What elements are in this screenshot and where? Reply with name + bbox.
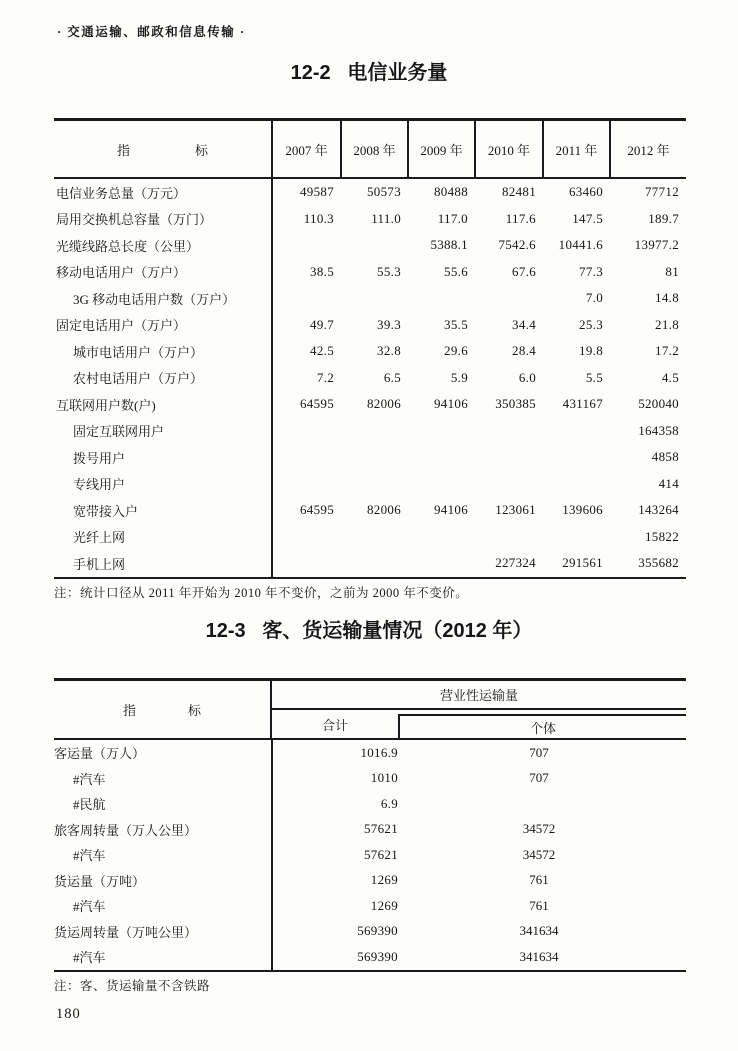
value-cell-2009: 80488 <box>434 184 468 200</box>
indicator-header: 指 标 <box>54 681 272 738</box>
table-row <box>54 206 686 233</box>
value-cell-2012: 15822 <box>645 528 679 544</box>
value-cell-2007: 7.2 <box>316 369 334 385</box>
value-cell-2007: 64595 <box>300 396 334 412</box>
table-row <box>54 893 686 919</box>
total-value-cell: 57621 <box>364 821 398 837</box>
value-cell-2009 <box>408 418 475 445</box>
table-row <box>54 259 686 286</box>
individual-value-cell: 341634 <box>519 923 559 939</box>
indicator-cell: 货运周转量（万吨公里） <box>54 919 272 945</box>
value-cell-2009: 94106 <box>434 396 468 412</box>
value-cell-2011: 77.3 <box>579 263 603 279</box>
table-row <box>54 471 686 498</box>
value-cell-2012: 21.8 <box>655 316 679 332</box>
value-cell-2007 <box>272 524 341 551</box>
indicator-header: 指 标 <box>54 120 272 179</box>
total-column-header: 合计 <box>321 717 348 733</box>
table-row <box>54 524 686 551</box>
indicator-cell: #汽车 <box>54 842 272 868</box>
indicator-cell: 城市电话用户（万户） <box>54 338 272 365</box>
table-row <box>54 178 686 206</box>
table-row <box>54 817 686 843</box>
table1-body <box>54 178 686 578</box>
indicator-cell: 固定电话用户（万户） <box>54 312 272 339</box>
total-value-cell: 1269 <box>370 897 398 913</box>
table2-title: 12-3 客、货运输量情况（2012 年） <box>205 620 533 642</box>
total-value-cell: 57621 <box>364 846 398 862</box>
table-row <box>54 312 686 339</box>
value-cell-2009 <box>408 524 475 551</box>
total-value-cell: 1269 <box>370 872 398 888</box>
value-cell-2008 <box>341 285 408 312</box>
value-cell-2008: 50573 <box>367 184 401 200</box>
value-cell-2008: 82006 <box>367 396 401 412</box>
value-cell-2009: 29.6 <box>444 343 468 359</box>
value-cell-2010: 227324 <box>495 555 536 571</box>
value-cell-2010: 28.4 <box>512 343 536 359</box>
indicator-cell: 固定互联网用户 <box>54 418 272 445</box>
value-cell-2011 <box>543 444 610 471</box>
value-cell-2007: 64595 <box>300 502 334 518</box>
total-value-cell: 569390 <box>357 948 398 964</box>
table-row <box>54 232 686 259</box>
year-header-2009: 2009 年 <box>408 120 475 179</box>
value-cell-2007: 49.7 <box>310 316 334 332</box>
indicator-cell: 客运量（万人） <box>54 740 272 766</box>
year-header-2011: 2011 年 <box>543 120 610 179</box>
value-cell-2007: 38.5 <box>310 263 334 279</box>
indicator-cell: 专线用户 <box>54 471 272 498</box>
indicator-cell: 移动电话用户（万户） <box>54 259 272 286</box>
indicator-cell: 宽带接入户 <box>54 497 272 524</box>
indicator-cell: 互联网用户数(户) <box>54 391 272 418</box>
table-row <box>54 791 686 817</box>
value-cell-2009: 55.6 <box>444 263 468 279</box>
table-row <box>54 418 686 445</box>
value-cell-2012: 14.8 <box>655 290 679 306</box>
value-cell-2010 <box>475 418 543 445</box>
individual-value-cell: 34572 <box>522 821 556 837</box>
table-row <box>54 550 686 578</box>
table-row <box>54 919 686 945</box>
indicator-cell: #汽车 <box>54 893 272 919</box>
value-cell-2009: 117.0 <box>437 210 468 226</box>
table2-header <box>54 678 686 740</box>
indicator-cell: #民航 <box>54 791 272 817</box>
value-cell-2010: 123061 <box>495 502 536 518</box>
value-cell-2011: 10441.6 <box>558 237 603 253</box>
value-cell-2008 <box>341 550 408 578</box>
individual-value-cell: 707 <box>529 744 549 760</box>
value-cell-2010: 34.4 <box>512 316 536 332</box>
individual-value-cell: 707 <box>529 770 549 786</box>
value-cell-2012: 164358 <box>638 422 679 438</box>
indicator-cell: 货运量（万吨） <box>54 868 272 894</box>
value-cell-2008 <box>341 418 408 445</box>
indicator-cell: 局用交换机总容量（万门） <box>54 206 272 233</box>
table1-section <box>54 118 686 601</box>
indicator-cell: 农村电话用户（万户） <box>54 365 272 392</box>
value-cell-2012: 77712 <box>645 184 679 200</box>
value-cell-2010: 7542.6 <box>498 237 536 253</box>
value-cell-2008: 55.3 <box>377 263 401 279</box>
value-cell-2010 <box>475 471 543 498</box>
value-cell-2010: 82481 <box>502 184 536 200</box>
value-cell-2007 <box>272 444 341 471</box>
value-cell-2008 <box>341 232 408 259</box>
value-cell-2011 <box>543 418 610 445</box>
indicator-cell: 光缆线路总长度（公里） <box>54 232 272 259</box>
value-cell-2009 <box>408 285 475 312</box>
value-cell-2009 <box>408 444 475 471</box>
indicator-cell: 电信业务总量（万元） <box>54 178 272 206</box>
value-cell-2010: 67.6 <box>512 263 536 279</box>
total-value-cell: 1016.9 <box>360 744 398 760</box>
table2-body <box>54 740 686 971</box>
indicator-cell: 3G 移动电话用户数（万户） <box>54 285 272 312</box>
value-cell-2012: 143264 <box>638 502 679 518</box>
total-value-cell: 569390 <box>357 923 398 939</box>
value-cell-2011: 5.5 <box>585 369 603 385</box>
table1-title: 12-2 电信业务量 <box>290 62 448 84</box>
value-cell-2008 <box>341 444 408 471</box>
indicator-cell: #汽车 <box>54 766 272 792</box>
value-cell-2008: 82006 <box>367 502 401 518</box>
table-row <box>54 740 686 766</box>
value-cell-2010: 117.6 <box>505 210 536 226</box>
indicator-cell: 拨号用户 <box>54 444 272 471</box>
indicator-cell: 旅客周转量（万人公里） <box>54 817 272 843</box>
value-cell-2010: 6.0 <box>518 369 536 385</box>
table-row <box>54 842 686 868</box>
value-cell-2007 <box>272 471 341 498</box>
table-row <box>54 868 686 894</box>
table-row <box>54 444 686 471</box>
value-cell-2008: 32.8 <box>377 343 401 359</box>
value-cell-2007: 42.5 <box>310 343 334 359</box>
year-header-2008: 2008 年 <box>341 120 408 179</box>
value-cell-2009: 5.9 <box>450 369 468 385</box>
value-cell-2007 <box>272 232 341 259</box>
year-header-2012: 2012 年 <box>610 120 686 179</box>
value-cell-2009: 94106 <box>434 502 468 518</box>
value-cell-2012: 4858 <box>651 449 679 465</box>
value-cell-2010 <box>475 444 543 471</box>
value-cell-2011 <box>543 524 610 551</box>
value-cell-2012: 189.7 <box>648 210 679 226</box>
value-cell-2009 <box>408 550 475 578</box>
value-cell-2012: 4.5 <box>661 369 679 385</box>
value-cell-2007 <box>272 418 341 445</box>
page-number: 180 <box>56 1006 81 1022</box>
individual-value-cell: 34572 <box>522 846 556 862</box>
value-cell-2011: 291561 <box>562 555 603 571</box>
table-row <box>54 285 686 312</box>
value-cell-2011: 7.0 <box>585 290 603 306</box>
table1-header-row <box>54 120 686 179</box>
telecom-volume-table <box>54 118 686 579</box>
value-cell-2009: 5388.1 <box>430 237 468 253</box>
individual-value-cell: 761 <box>529 897 549 913</box>
value-cell-2010: 350385 <box>495 396 536 412</box>
value-cell-2007: 110.3 <box>303 210 334 226</box>
value-cell-2008: 6.5 <box>383 369 401 385</box>
commercial-transport-group-header: 营业性运输量 <box>272 681 686 710</box>
table2-note: 注：客、货运输量不含铁路 <box>54 978 211 993</box>
table-row <box>54 365 686 392</box>
value-cell-2011: 25.3 <box>579 316 603 332</box>
indicator-cell: #汽车 <box>54 944 272 971</box>
individual-value-cell: 341634 <box>519 948 559 964</box>
value-cell-2012: 81 <box>665 263 679 279</box>
value-cell-2011: 431167 <box>562 396 603 412</box>
value-cell-2010 <box>475 524 543 551</box>
table2-subheader-row <box>272 710 686 738</box>
individual-value-cell: 761 <box>529 872 549 888</box>
value-cell-2007 <box>272 550 341 578</box>
value-cell-2008: 111.0 <box>371 210 401 226</box>
individual-value-cell <box>402 791 686 817</box>
individual-column-header: 个体 <box>398 714 686 738</box>
value-cell-2008 <box>341 524 408 551</box>
value-cell-2012: 414 <box>658 475 679 491</box>
value-cell-2008: 39.3 <box>377 316 401 332</box>
value-cell-2007: 49587 <box>300 184 334 200</box>
table-row <box>54 766 686 792</box>
value-cell-2011: 139606 <box>562 502 603 518</box>
table-row <box>54 497 686 524</box>
value-cell-2011: 63460 <box>569 184 603 200</box>
running-head: · 交通运输、邮政和信息传输 · <box>57 25 246 39</box>
table2-header-right <box>272 681 686 738</box>
value-cell-2009: 35.5 <box>444 316 468 332</box>
value-cell-2009 <box>408 471 475 498</box>
value-cell-2012: 355682 <box>638 555 679 571</box>
table1-note: 注：统计口径从 2011 年开始为 2010 年不变价，之前为 2000 年不变价。 <box>54 585 469 600</box>
value-cell-2012: 13977.2 <box>634 237 679 253</box>
table2-section <box>54 678 686 994</box>
value-cell-2011: 19.8 <box>579 343 603 359</box>
value-cell-2012: 520040 <box>638 396 679 412</box>
total-value-cell: 6.9 <box>380 795 398 811</box>
value-cell-2007 <box>272 285 341 312</box>
total-value-cell: 1010 <box>370 770 398 786</box>
year-header-2010: 2010 年 <box>475 120 543 179</box>
value-cell-2012: 17.2 <box>655 343 679 359</box>
year-header-2007: 2007 年 <box>272 120 341 179</box>
value-cell-2011 <box>543 471 610 498</box>
table-row <box>54 944 686 971</box>
indicator-cell: 手机上网 <box>54 550 272 578</box>
value-cell-2008 <box>341 471 408 498</box>
table-row <box>54 391 686 418</box>
transport-volume-table <box>54 740 686 972</box>
table-row <box>54 338 686 365</box>
indicator-cell: 光纤上网 <box>54 524 272 551</box>
value-cell-2011: 147.5 <box>572 210 603 226</box>
value-cell-2010 <box>475 285 543 312</box>
